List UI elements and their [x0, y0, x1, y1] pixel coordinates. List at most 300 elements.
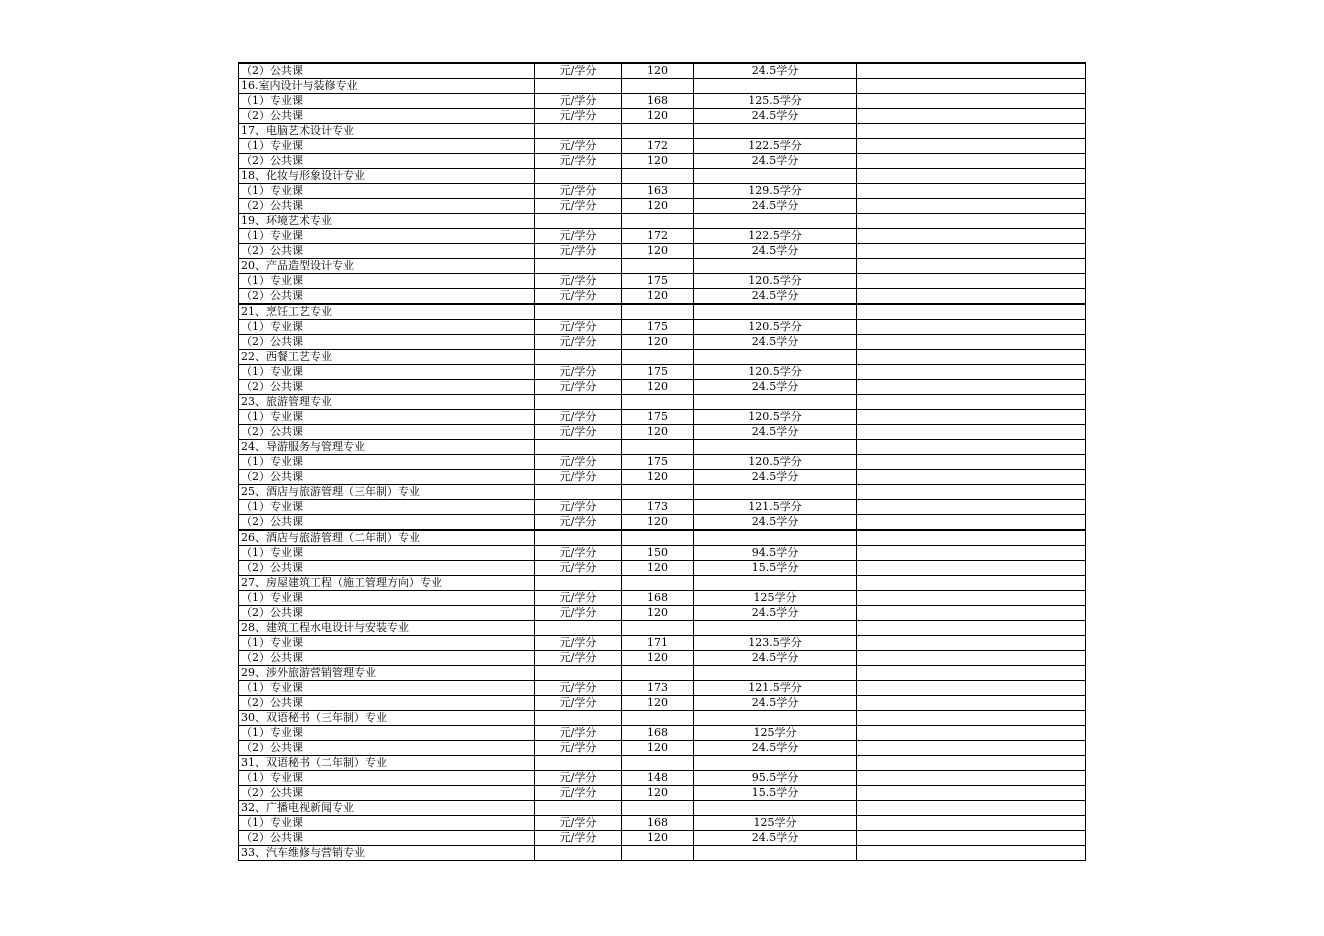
cell-item: （1）专业课	[239, 771, 535, 786]
cell-note	[857, 500, 1086, 515]
cell-note	[857, 621, 1086, 636]
cell-unit: 元/学分	[535, 500, 622, 515]
table-row	[239, 395, 1086, 410]
table-row	[239, 440, 1086, 455]
cell-item: 21、烹饪工艺专业	[239, 304, 535, 320]
cell-price: 120	[622, 335, 694, 350]
cell-item: （1）专业课	[239, 320, 535, 335]
cell-unit: 元/学分	[535, 455, 622, 470]
table-row	[239, 199, 1086, 214]
cell-note	[857, 350, 1086, 365]
table-row	[239, 335, 1086, 350]
cell-credits	[694, 801, 857, 816]
cell-unit: 元/学分	[535, 289, 622, 305]
cell-price: 168	[622, 94, 694, 109]
cell-item: （2）公共课	[239, 154, 535, 169]
cell-item: （2）公共课	[239, 109, 535, 124]
cell-price	[622, 79, 694, 94]
table-row	[239, 606, 1086, 621]
cell-unit	[535, 440, 622, 455]
table-row	[239, 289, 1086, 305]
cell-item: （2）公共课	[239, 425, 535, 440]
cell-item: （2）公共课	[239, 470, 535, 485]
cell-item: 20、产品造型设计专业	[239, 259, 535, 274]
cell-unit	[535, 395, 622, 410]
cell-item: （1）专业课	[239, 184, 535, 199]
cell-unit: 元/学分	[535, 94, 622, 109]
cell-note	[857, 756, 1086, 771]
cell-credits: 121.5学分	[694, 500, 857, 515]
cell-price	[622, 304, 694, 320]
cell-item: （2）公共课	[239, 741, 535, 756]
table-row	[239, 500, 1086, 515]
cell-note	[857, 139, 1086, 154]
table-row	[239, 214, 1086, 229]
cell-item: 26、酒店与旅游管理（二年制）专业	[239, 530, 535, 546]
cell-item: （1）专业课	[239, 410, 535, 425]
cell-item: （2）公共课	[239, 289, 535, 305]
cell-credits: 125.5学分	[694, 94, 857, 109]
cell-credits: 24.5学分	[694, 154, 857, 169]
cell-item: （1）专业课	[239, 274, 535, 289]
fee-table	[238, 62, 1086, 861]
table-row	[239, 350, 1086, 365]
cell-item: （1）专业课	[239, 636, 535, 651]
cell-credits: 24.5学分	[694, 606, 857, 621]
cell-price	[622, 801, 694, 816]
cell-credits: 24.5学分	[694, 425, 857, 440]
table-row	[239, 576, 1086, 591]
table-row	[239, 154, 1086, 169]
cell-note	[857, 485, 1086, 500]
cell-note	[857, 606, 1086, 621]
cell-price	[622, 666, 694, 681]
cell-note	[857, 124, 1086, 139]
cell-credits: 24.5学分	[694, 289, 857, 305]
cell-price: 120	[622, 831, 694, 846]
table-row	[239, 741, 1086, 756]
cell-unit: 元/学分	[535, 591, 622, 606]
cell-item: 25、酒店与旅游管理（三年制）专业	[239, 485, 535, 500]
cell-note	[857, 425, 1086, 440]
cell-unit	[535, 214, 622, 229]
cell-item: （2）公共课	[239, 606, 535, 621]
cell-price: 175	[622, 410, 694, 425]
cell-price	[622, 440, 694, 455]
cell-item: 33、汽车维修与营销专业	[239, 846, 535, 861]
cell-credits: 24.5学分	[694, 470, 857, 485]
cell-credits: 95.5学分	[694, 771, 857, 786]
cell-credits: 24.5学分	[694, 63, 857, 79]
cell-unit: 元/学分	[535, 425, 622, 440]
table-row	[239, 561, 1086, 576]
cell-item: 24、导游服务与管理专业	[239, 440, 535, 455]
cell-note	[857, 410, 1086, 425]
cell-unit: 元/学分	[535, 546, 622, 561]
cell-price: 173	[622, 500, 694, 515]
cell-credits: 120.5学分	[694, 455, 857, 470]
table-row	[239, 591, 1086, 606]
cell-credits: 24.5学分	[694, 741, 857, 756]
cell-unit	[535, 124, 622, 139]
cell-unit: 元/学分	[535, 470, 622, 485]
cell-credits	[694, 214, 857, 229]
cell-note	[857, 184, 1086, 199]
cell-note	[857, 63, 1086, 79]
cell-unit: 元/学分	[535, 681, 622, 696]
cell-unit: 元/学分	[535, 380, 622, 395]
cell-price: 120	[622, 289, 694, 305]
cell-note	[857, 801, 1086, 816]
cell-credits: 120.5学分	[694, 410, 857, 425]
cell-item: （2）公共课	[239, 63, 535, 79]
cell-item: 17、电脑艺术设计专业	[239, 124, 535, 139]
table-row	[239, 681, 1086, 696]
cell-note	[857, 515, 1086, 531]
cell-credits	[694, 576, 857, 591]
cell-item: 32、广播电视新闻专业	[239, 801, 535, 816]
table-row	[239, 711, 1086, 726]
cell-item: （1）专业课	[239, 816, 535, 831]
cell-price: 168	[622, 816, 694, 831]
cell-price: 175	[622, 455, 694, 470]
table-row	[239, 515, 1086, 531]
cell-credits: 15.5学分	[694, 561, 857, 576]
table-row	[239, 831, 1086, 846]
cell-unit	[535, 530, 622, 546]
cell-price: 168	[622, 726, 694, 741]
table-row	[239, 816, 1086, 831]
cell-item: （1）专业课	[239, 365, 535, 380]
cell-item: 29、涉外旅游营销管理专业	[239, 666, 535, 681]
cell-unit: 元/学分	[535, 184, 622, 199]
cell-price: 175	[622, 365, 694, 380]
cell-credits: 24.5学分	[694, 335, 857, 350]
table-row	[239, 94, 1086, 109]
cell-credits	[694, 124, 857, 139]
cell-price: 120	[622, 696, 694, 711]
cell-note	[857, 274, 1086, 289]
cell-note	[857, 786, 1086, 801]
cell-unit: 元/学分	[535, 741, 622, 756]
cell-price: 175	[622, 274, 694, 289]
cell-unit	[535, 259, 622, 274]
cell-credits	[694, 621, 857, 636]
cell-unit: 元/学分	[535, 726, 622, 741]
table-row	[239, 756, 1086, 771]
cell-unit: 元/学分	[535, 561, 622, 576]
cell-item: 23、旅游管理专业	[239, 395, 535, 410]
table-row	[239, 621, 1086, 636]
cell-price: 120	[622, 786, 694, 801]
table-row	[239, 485, 1086, 500]
cell-item: （1）专业课	[239, 500, 535, 515]
cell-credits: 122.5学分	[694, 139, 857, 154]
cell-item: （2）公共课	[239, 651, 535, 666]
table-row	[239, 124, 1086, 139]
cell-credits	[694, 485, 857, 500]
cell-note	[857, 651, 1086, 666]
cell-credits: 121.5学分	[694, 681, 857, 696]
cell-item: 22、西餐工艺专业	[239, 350, 535, 365]
cell-item: （1）专业课	[239, 591, 535, 606]
cell-note	[857, 289, 1086, 305]
cell-unit	[535, 304, 622, 320]
cell-unit	[535, 576, 622, 591]
cell-price: 120	[622, 380, 694, 395]
cell-unit: 元/学分	[535, 606, 622, 621]
cell-item: （2）公共课	[239, 335, 535, 350]
cell-unit: 元/学分	[535, 229, 622, 244]
cell-unit: 元/学分	[535, 199, 622, 214]
cell-credits: 24.5学分	[694, 515, 857, 531]
cell-item: 28、建筑工程水电设计与安装专业	[239, 621, 535, 636]
table-row	[239, 320, 1086, 335]
cell-item: （2）公共课	[239, 380, 535, 395]
cell-note	[857, 681, 1086, 696]
cell-unit	[535, 485, 622, 500]
cell-credits: 125学分	[694, 726, 857, 741]
cell-price: 171	[622, 636, 694, 651]
cell-credits: 125学分	[694, 816, 857, 831]
table-row	[239, 63, 1086, 79]
cell-note	[857, 816, 1086, 831]
cell-unit: 元/学分	[535, 651, 622, 666]
cell-price: 120	[622, 244, 694, 259]
table-row	[239, 636, 1086, 651]
cell-price: 120	[622, 515, 694, 531]
cell-credits	[694, 846, 857, 861]
cell-item: 27、房屋建筑工程（施工管理方向）专业	[239, 576, 535, 591]
cell-credits: 125学分	[694, 591, 857, 606]
cell-credits	[694, 304, 857, 320]
cell-unit	[535, 350, 622, 365]
cell-price: 120	[622, 63, 694, 79]
cell-note	[857, 831, 1086, 846]
cell-unit: 元/学分	[535, 274, 622, 289]
cell-note	[857, 199, 1086, 214]
table-row	[239, 244, 1086, 259]
table-row	[239, 696, 1086, 711]
cell-item: （2）公共课	[239, 199, 535, 214]
cell-note	[857, 771, 1086, 786]
cell-price: 120	[622, 606, 694, 621]
cell-credits	[694, 666, 857, 681]
cell-note	[857, 470, 1086, 485]
cell-price	[622, 169, 694, 184]
cell-credits	[694, 259, 857, 274]
cell-note	[857, 154, 1086, 169]
cell-price: 150	[622, 546, 694, 561]
cell-credits	[694, 350, 857, 365]
cell-price	[622, 846, 694, 861]
cell-price: 120	[622, 199, 694, 214]
cell-note	[857, 244, 1086, 259]
cell-note	[857, 455, 1086, 470]
cell-item: （2）公共课	[239, 244, 535, 259]
cell-unit: 元/学分	[535, 696, 622, 711]
cell-price: 175	[622, 320, 694, 335]
cell-price: 120	[622, 109, 694, 124]
table-row	[239, 184, 1086, 199]
cell-note	[857, 304, 1086, 320]
cell-note	[857, 335, 1086, 350]
cell-credits: 24.5学分	[694, 109, 857, 124]
cell-price: 173	[622, 681, 694, 696]
cell-note	[857, 380, 1086, 395]
table-row	[239, 259, 1086, 274]
cell-price	[622, 124, 694, 139]
cell-price: 148	[622, 771, 694, 786]
cell-note	[857, 576, 1086, 591]
table-row	[239, 169, 1086, 184]
cell-item: 30、双语秘书（三年制）专业	[239, 711, 535, 726]
cell-note	[857, 229, 1086, 244]
cell-credits: 24.5学分	[694, 696, 857, 711]
table-row	[239, 546, 1086, 561]
cell-price	[622, 711, 694, 726]
cell-price	[622, 485, 694, 500]
cell-price: 172	[622, 139, 694, 154]
cell-credits: 120.5学分	[694, 365, 857, 380]
cell-note	[857, 440, 1086, 455]
cell-unit: 元/学分	[535, 410, 622, 425]
cell-price: 120	[622, 154, 694, 169]
cell-credits	[694, 169, 857, 184]
cell-price: 163	[622, 184, 694, 199]
cell-note	[857, 696, 1086, 711]
cell-price	[622, 621, 694, 636]
cell-unit: 元/学分	[535, 816, 622, 831]
cell-price: 120	[622, 561, 694, 576]
cell-item: （1）专业课	[239, 681, 535, 696]
table-row	[239, 410, 1086, 425]
cell-unit	[535, 801, 622, 816]
table-row	[239, 846, 1086, 861]
table-row	[239, 771, 1086, 786]
cell-credits: 94.5学分	[694, 546, 857, 561]
cell-unit: 元/学分	[535, 365, 622, 380]
cell-credits: 15.5学分	[694, 786, 857, 801]
cell-price: 120	[622, 651, 694, 666]
table-row	[239, 666, 1086, 681]
table-row	[239, 229, 1086, 244]
cell-price	[622, 214, 694, 229]
table-row	[239, 726, 1086, 741]
cell-item: 19、环境艺术专业	[239, 214, 535, 229]
cell-price	[622, 756, 694, 771]
cell-price: 120	[622, 470, 694, 485]
cell-credits	[694, 756, 857, 771]
cell-note	[857, 109, 1086, 124]
cell-item: （1）专业课	[239, 229, 535, 244]
cell-note	[857, 320, 1086, 335]
cell-note	[857, 546, 1086, 561]
cell-item: （2）公共课	[239, 696, 535, 711]
cell-item: （1）专业课	[239, 455, 535, 470]
cell-unit	[535, 846, 622, 861]
cell-credits: 24.5学分	[694, 199, 857, 214]
cell-note	[857, 79, 1086, 94]
cell-note	[857, 395, 1086, 410]
cell-price	[622, 350, 694, 365]
cell-note	[857, 365, 1086, 380]
table-row	[239, 274, 1086, 289]
cell-note	[857, 846, 1086, 861]
cell-unit: 元/学分	[535, 109, 622, 124]
cell-item: （1）专业课	[239, 546, 535, 561]
cell-unit: 元/学分	[535, 63, 622, 79]
cell-note	[857, 666, 1086, 681]
cell-price	[622, 259, 694, 274]
cell-credits: 122.5学分	[694, 229, 857, 244]
table-row	[239, 304, 1086, 320]
cell-item: （2）公共课	[239, 515, 535, 531]
table-row	[239, 530, 1086, 546]
table-row	[239, 380, 1086, 395]
cell-note	[857, 169, 1086, 184]
cell-unit: 元/学分	[535, 831, 622, 846]
fee-table-body	[239, 63, 1086, 861]
cell-credits	[694, 530, 857, 546]
cell-item: （2）公共课	[239, 561, 535, 576]
cell-credits	[694, 711, 857, 726]
cell-unit: 元/学分	[535, 320, 622, 335]
cell-credits: 24.5学分	[694, 380, 857, 395]
cell-credits	[694, 440, 857, 455]
cell-credits: 120.5学分	[694, 320, 857, 335]
table-row	[239, 425, 1086, 440]
cell-unit	[535, 666, 622, 681]
table-row	[239, 365, 1086, 380]
cell-price: 120	[622, 425, 694, 440]
cell-note	[857, 711, 1086, 726]
cell-price	[622, 530, 694, 546]
cell-credits	[694, 79, 857, 94]
cell-unit	[535, 756, 622, 771]
table-row	[239, 109, 1086, 124]
cell-item: 16.室内设计与装修专业	[239, 79, 535, 94]
cell-unit: 元/学分	[535, 139, 622, 154]
cell-unit: 元/学分	[535, 335, 622, 350]
cell-item: （2）公共课	[239, 786, 535, 801]
table-row	[239, 801, 1086, 816]
cell-item: （1）专业课	[239, 726, 535, 741]
cell-note	[857, 591, 1086, 606]
cell-unit	[535, 169, 622, 184]
cell-item: （1）专业课	[239, 139, 535, 154]
cell-item: （2）公共课	[239, 831, 535, 846]
cell-note	[857, 636, 1086, 651]
cell-note	[857, 94, 1086, 109]
cell-note	[857, 259, 1086, 274]
cell-price	[622, 395, 694, 410]
cell-credits: 129.5学分	[694, 184, 857, 199]
cell-credits: 24.5学分	[694, 244, 857, 259]
cell-unit	[535, 711, 622, 726]
cell-item: （1）专业课	[239, 94, 535, 109]
cell-credits: 120.5学分	[694, 274, 857, 289]
cell-item: 31、双语秘书（二年制）专业	[239, 756, 535, 771]
table-row	[239, 139, 1086, 154]
cell-unit: 元/学分	[535, 154, 622, 169]
cell-unit	[535, 79, 622, 94]
table-row	[239, 455, 1086, 470]
cell-price: 172	[622, 229, 694, 244]
cell-credits: 24.5学分	[694, 831, 857, 846]
cell-note	[857, 741, 1086, 756]
cell-note	[857, 530, 1086, 546]
